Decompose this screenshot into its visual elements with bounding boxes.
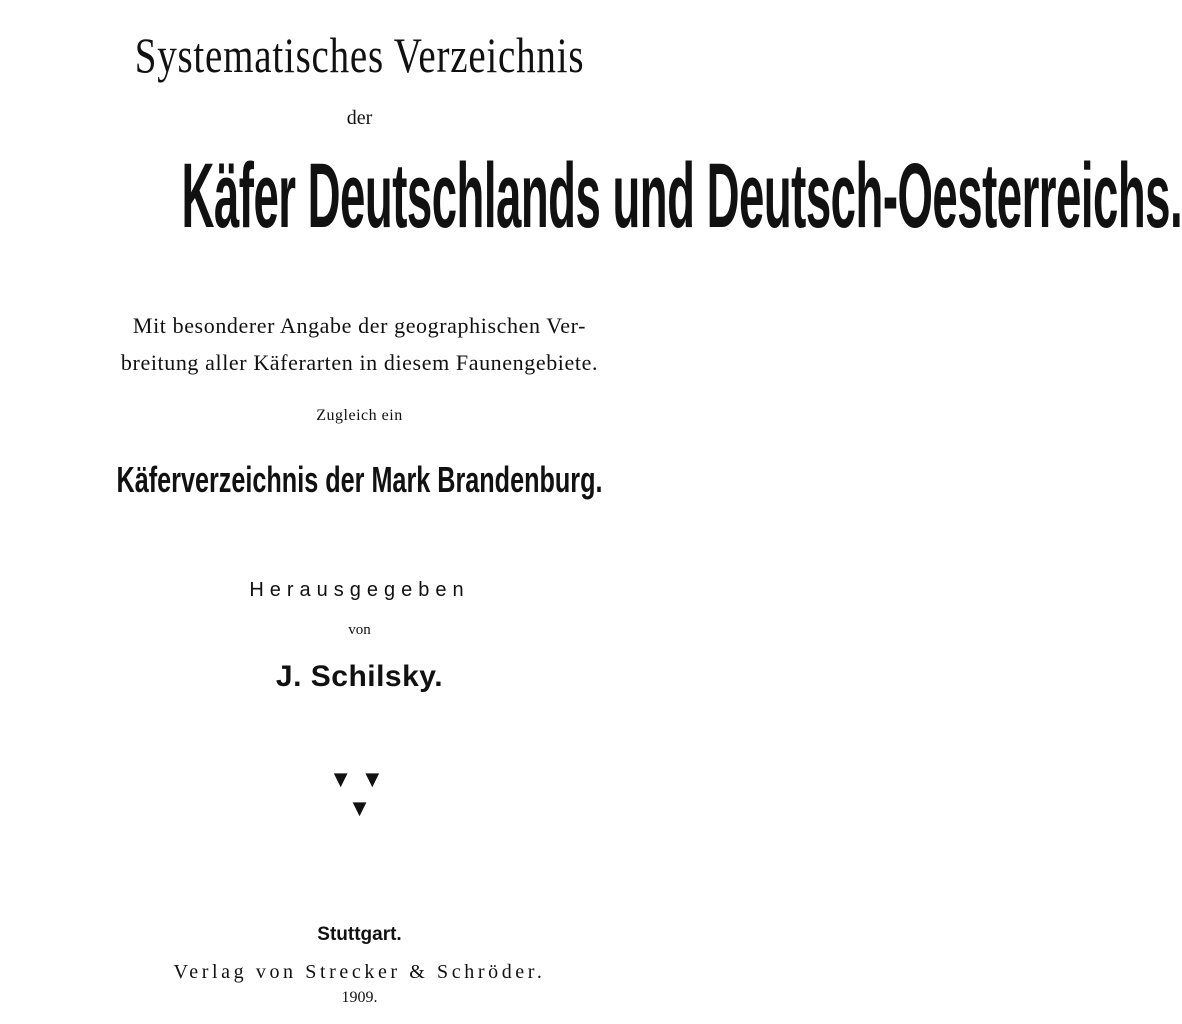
book-title: Systematisches Verzeichnis: [134, 27, 585, 83]
author-name: J. Schilsky.: [275, 660, 444, 693]
secondary-title: Käferverzeichnis der Mark Brandenburg.: [116, 459, 603, 500]
ornament-triangle-bottom: ▼: [352, 798, 367, 819]
edited-label: Herausgegeben: [249, 579, 470, 601]
zugleich-text: Zugleich ein: [316, 407, 403, 424]
ornament-triangles-top: ▼ ▼: [333, 769, 386, 790]
connector-der: der: [346, 107, 373, 129]
subtitle-line-2: breitung aller Käferarten in diesem Faunengebiete.: [120, 350, 599, 375]
subtitle-line-1: Mit besonderer Angabe der geographischen Ver-: [132, 313, 587, 338]
publisher: Verlag von Strecker & Schröder.: [173, 961, 546, 983]
main-title: Käfer Deutschlands und Deutsch-Oesterreichs.: [181, 145, 1182, 247]
publication-city: Stuttgart.: [317, 924, 402, 945]
publication-year: 1909.: [341, 989, 378, 1006]
by-text: von: [348, 622, 371, 638]
